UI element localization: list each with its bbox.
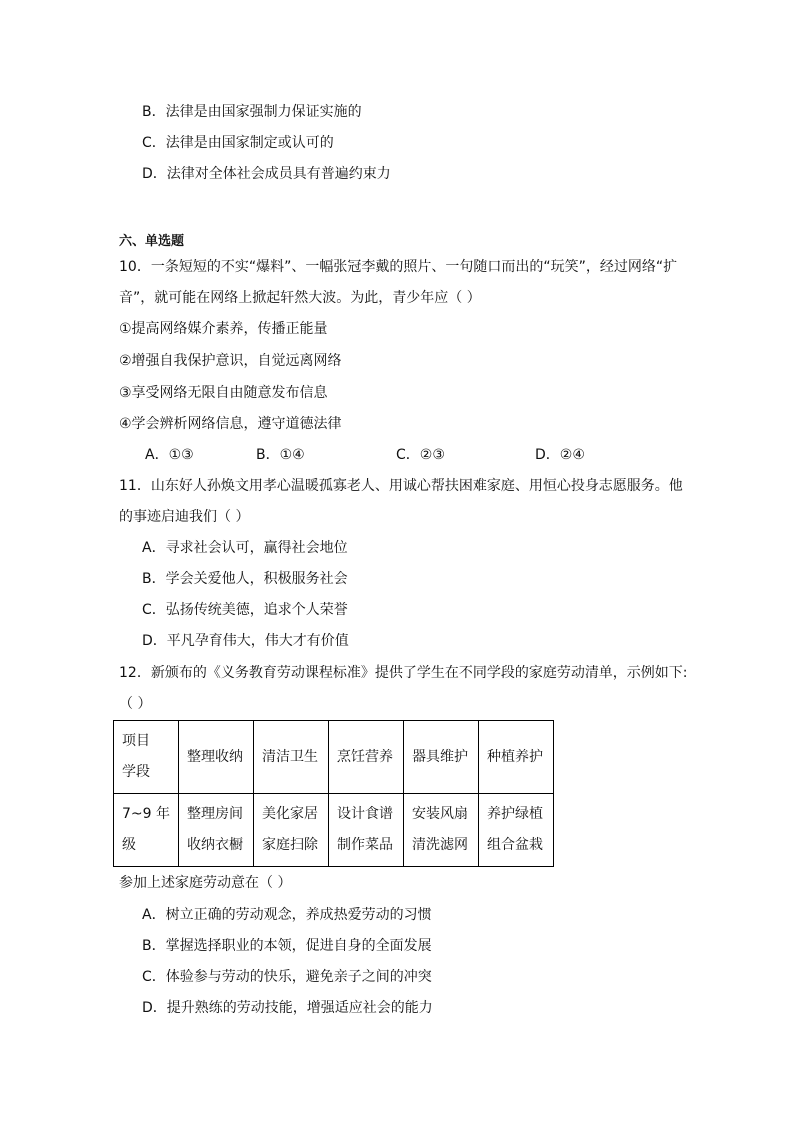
table-cell	[254, 794, 329, 867]
q10-stem-line1: 10．一条短短的不实“爆料”、一幅张冠李戴的照片、一句随口而出的“玩笑”，经过网络“扩	[119, 259, 678, 275]
cell-line: 美化家居	[262, 806, 318, 822]
section-title: 六、单选题	[119, 234, 185, 249]
q10-choice-a: A．①③	[145, 447, 194, 463]
cell-line: 整理房间	[187, 806, 243, 822]
q10-choice-b: B．①④	[256, 447, 305, 463]
table-row	[114, 794, 554, 867]
table-header-cell: 种植养护	[479, 721, 554, 794]
table-header-cell: 整理收纳	[179, 721, 254, 794]
corner-label-item: 项目	[122, 733, 150, 749]
q11-stem-line2: 的事迹启迪我们（ ）	[119, 509, 250, 525]
q12-stem-line2: （ ）	[119, 696, 152, 712]
q12-option-d: D．提升熟练的劳动技能，增强适应社会的能力	[142, 1000, 433, 1016]
table-header-cell: 清洁卫生	[254, 721, 329, 794]
q10-choice-c: C．②③	[396, 447, 445, 463]
table-cell	[404, 794, 479, 867]
q10-statement-4: ④学会辨析网络信息，遵守道德法律	[119, 416, 342, 432]
corner-label-stage: 学段	[122, 764, 150, 780]
cell-line: 制作菜品	[337, 837, 393, 853]
cell-line: 组合盆栽	[487, 837, 543, 853]
q11-option-d: D．平凡孕育伟大，伟大才有价值	[142, 633, 349, 649]
cell-line: 设计食谱	[337, 806, 393, 822]
q10-choice-d: D．②④	[535, 447, 585, 463]
labor-list-table	[113, 720, 554, 867]
q10-statement-3: ③享受网络无限自由随意发布信息	[119, 385, 328, 401]
cell-line: 养护绿植	[487, 806, 543, 822]
table-row-label	[114, 794, 179, 867]
table-corner-cell	[114, 721, 179, 794]
q12-prompt: 参加上述家庭劳动意在（ ）	[119, 875, 292, 891]
q12-option-c: C．体验参与劳动的快乐，避免亲子之间的冲突	[142, 969, 432, 985]
q11-option-c: C．弘扬传统美德，追求个人荣誉	[142, 602, 348, 618]
table-cell	[479, 794, 554, 867]
table-header-cell: 器具维护	[404, 721, 479, 794]
q12-option-a: A．树立正确的劳动观念，养成热爱劳动的习惯	[142, 907, 432, 923]
cell-line: 收纳衣橱	[187, 837, 243, 853]
row-label-line1: 7~9 年	[122, 806, 170, 822]
row-label-line2: 级	[122, 837, 136, 853]
q11-option-a: A．寻求社会认可，赢得社会地位	[142, 540, 348, 556]
table-cell	[329, 794, 404, 867]
q9-option-b: B．法律是由国家强制力保证实施的	[142, 104, 362, 120]
table-header-cell: 烹饪营养	[329, 721, 404, 794]
table-cell	[179, 794, 254, 867]
cell-line: 家庭扫除	[262, 837, 318, 853]
q10-statement-2: ②增强自我保护意识，自觉远离网络	[119, 353, 342, 369]
q12-stem-line1: 12．新颁布的《义务教育劳动课程标准》提供了学生在不同学段的家庭劳动清单，示例如下:	[119, 665, 688, 681]
q10-statement-1: ①提高网络媒介素养，传播正能量	[119, 321, 328, 337]
cell-line: 清洗滤网	[412, 837, 468, 853]
q11-stem-line1: 11．山东好人孙焕文用孝心温暖孤寡老人、用诚心帮扶困难家庭、用恒心投身志愿服务。他	[119, 478, 683, 494]
q12-option-b: B．掌握选择职业的本领，促进自身的全面发展	[142, 938, 432, 954]
q10-stem-line2: 音”，就可能在网络上掀起轩然大波。为此，青少年应（ ）	[119, 290, 481, 306]
q11-option-b: B．学会关爱他人，积极服务社会	[142, 571, 348, 587]
table-header-row	[114, 721, 554, 794]
cell-line: 安装风扇	[412, 806, 468, 822]
q9-option-c: C．法律是由国家制定或认可的	[142, 135, 334, 151]
q9-option-d: D．法律对全体社会成员具有普遍约束力	[142, 166, 391, 182]
